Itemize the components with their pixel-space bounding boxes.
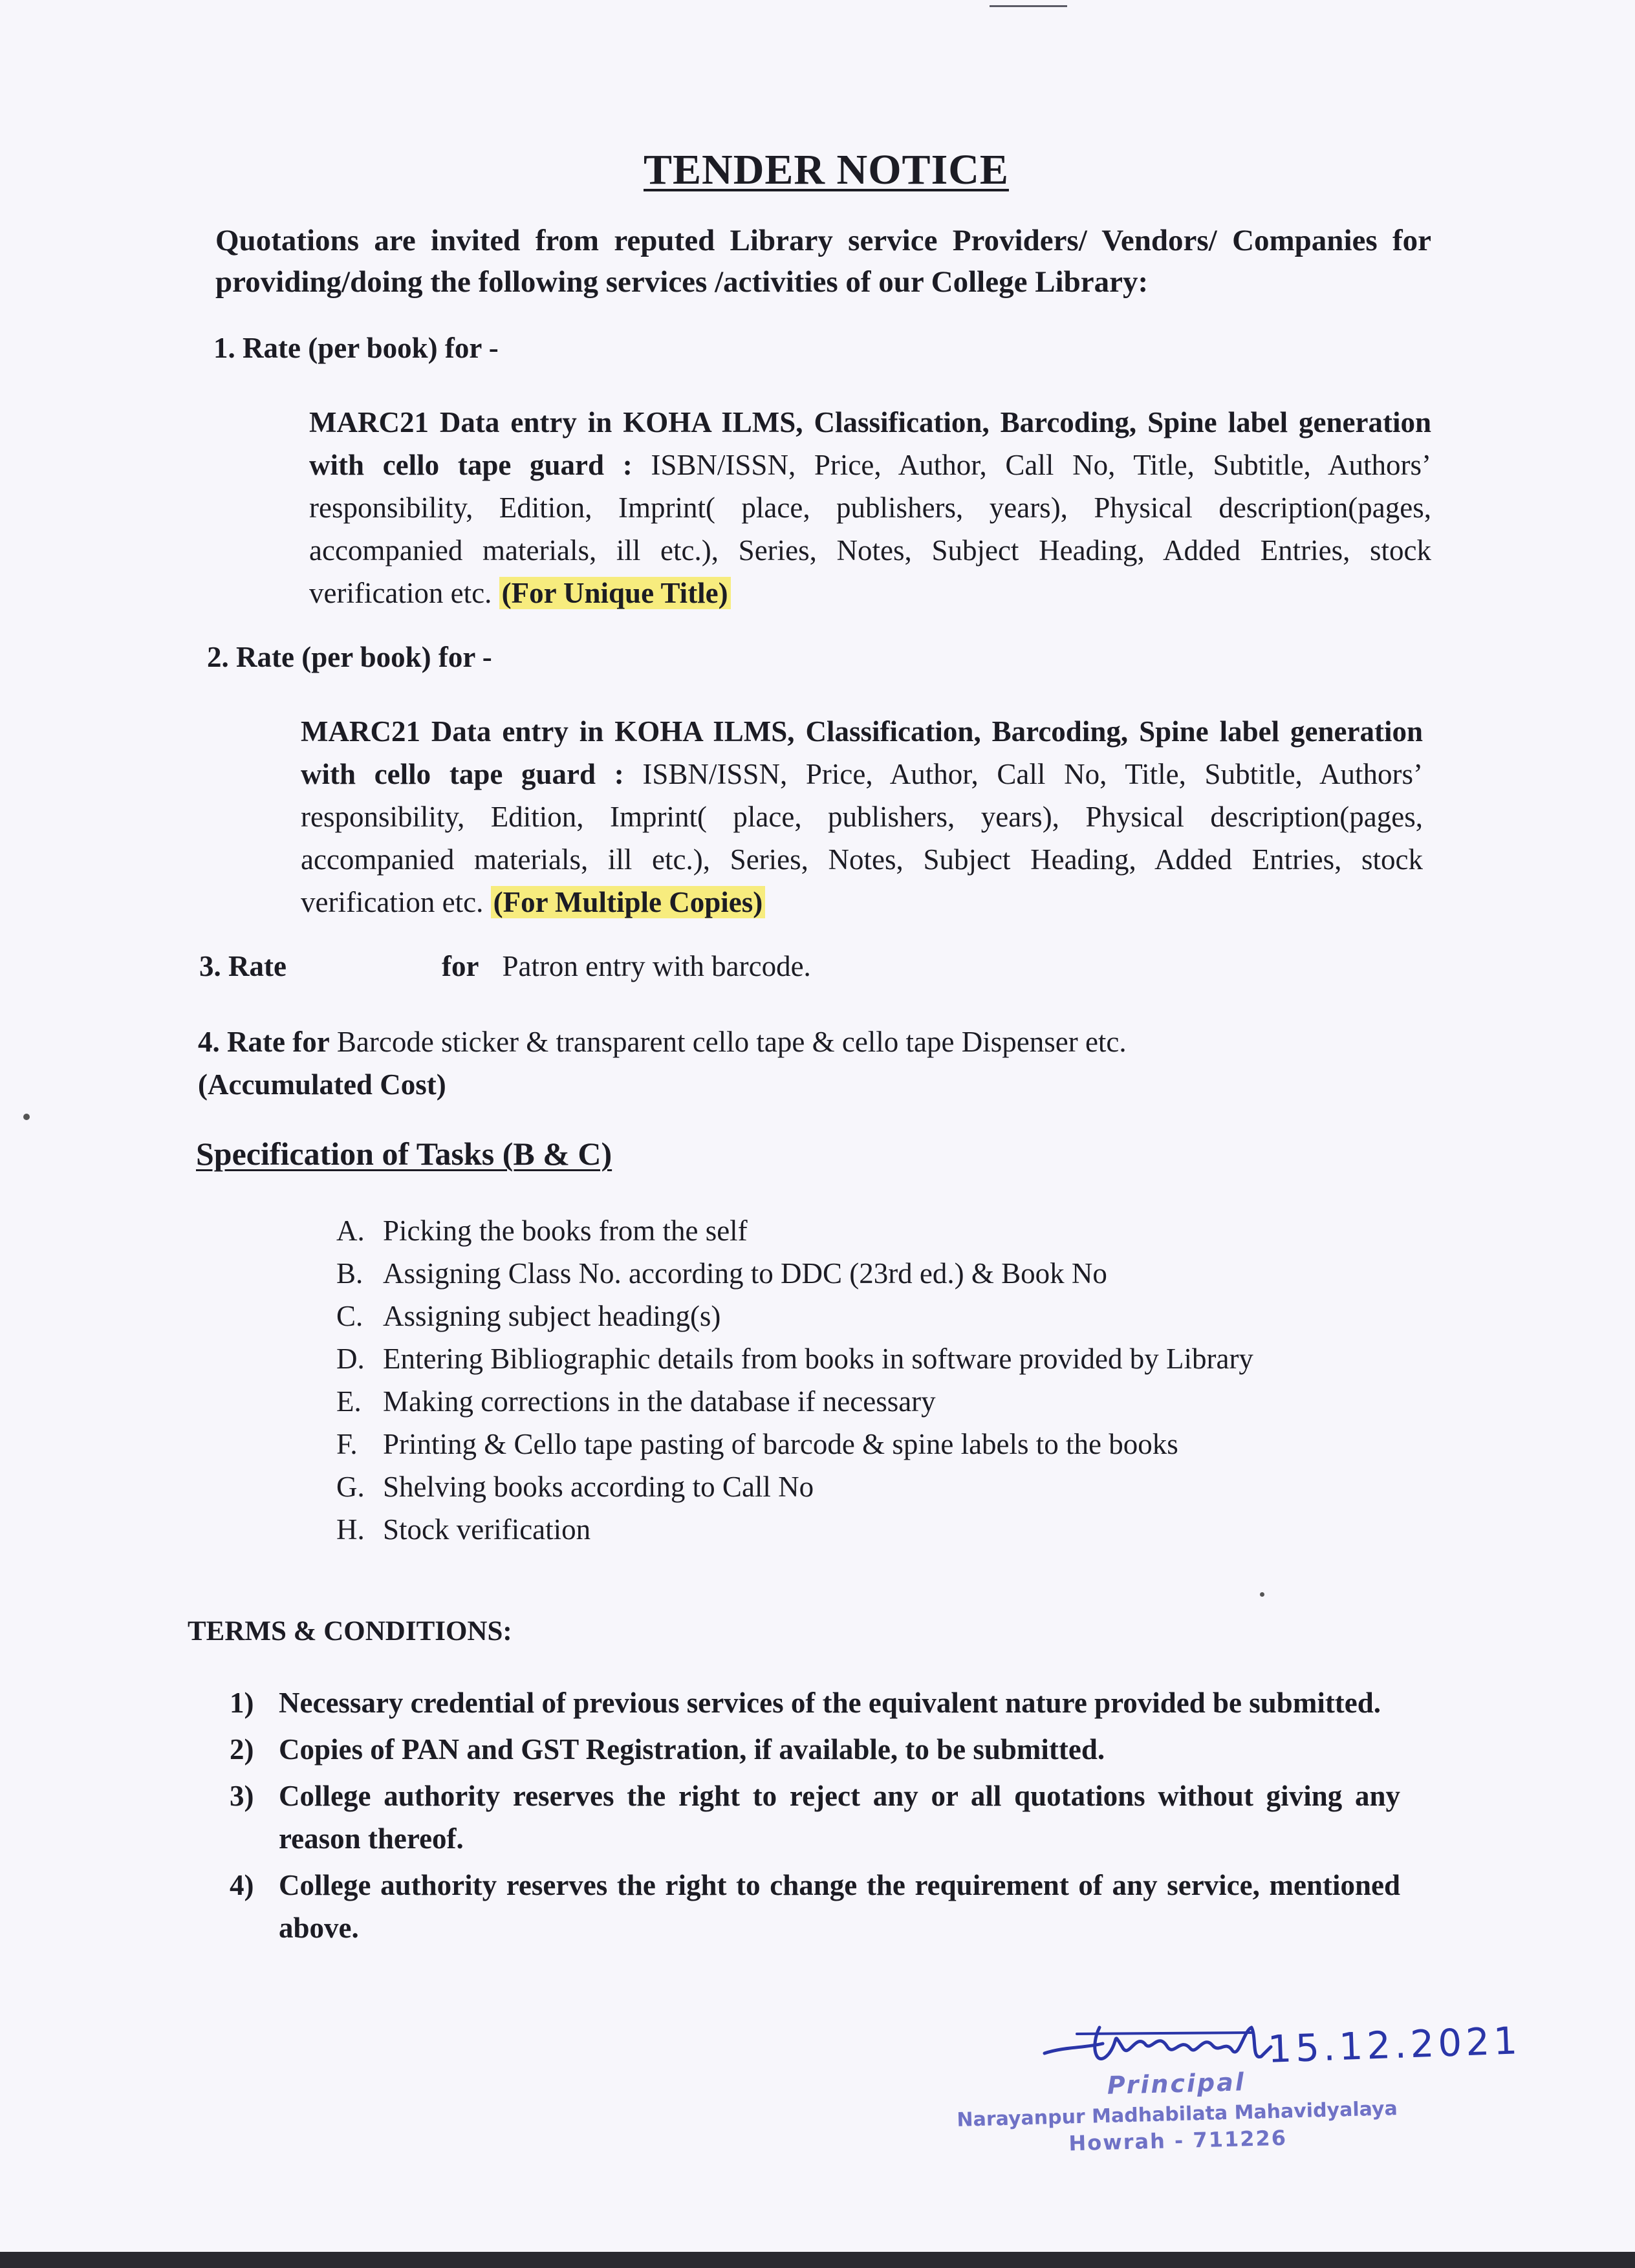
task-item: A. Picking the books from the self (336, 1215, 748, 1247)
task-item: D. Entering Bibliographic details from books in software provided by Library (336, 1343, 1253, 1375)
item-1-body: ISBN/ISSN, Price, Author, Call No, Title, Subtitle, Authors’ responsibility, Edition, Imprint( place, publishers, years), Physical description(pages, accompanied materials, ill etc.), Series, Notes, Subject Heading, Added Entries, stock verification etc. (309, 449, 1431, 609)
scan-speck (23, 1114, 30, 1120)
task-item: H. Stock verification (336, 1513, 591, 1546)
item-1-bold-lead: MARC21 Data entry in KOHA ILMS, Classification, Barcoding, Spine label generation with cello tape guard : (309, 406, 1431, 481)
terms-list (230, 1681, 1400, 1949)
stamp-institution: Narayanpur Madhabilata Mahavidyalaya (957, 2097, 1398, 2132)
scan-edge (0, 2252, 1635, 2268)
task-item: C. Assigning subject heading(s) (336, 1300, 721, 1332)
item-4-note: (Accumulated Cost) (198, 1068, 446, 1101)
intro-paragraph: Quotations are invited from reputed Library service Providers/ Vendors/ Companies for providing/doing the following services /activities of our College Library: (215, 224, 1431, 299)
item-4-lead: 4. Rate for (198, 1026, 330, 1058)
item-1-highlight: (For Unique Title) (499, 577, 731, 609)
item-3-text: Patron entry with barcode. (502, 950, 811, 982)
task-item: B. Assigning Class No. according to DDC (23rd ed.) & Book No (336, 1257, 1107, 1290)
specification-heading: Specification of Tasks (B & C) (196, 1136, 612, 1172)
signature-date: 15.12.2021 (1266, 2018, 1522, 2071)
task-item: G. Shelving books according to Call No (336, 1471, 814, 1503)
scan-mark (990, 5, 1067, 7)
page-title: TENDER NOTICE (644, 146, 1009, 193)
item-1-paragraph (309, 401, 1431, 614)
item-2-paragraph (301, 710, 1423, 923)
term-item: 3) College authority reserves the right to reject any or all quotations without giving any reason thereof. (230, 1780, 1400, 1855)
item-4-text: Barcode sticker & transparent cello tape & cello tape Dispenser etc. (336, 1026, 1127, 1058)
item-2-heading: 2. Rate (per book) for - (207, 641, 492, 673)
item-4-paragraph (198, 1021, 1414, 1106)
task-item: E. Making corrections in the database if necessary (336, 1385, 936, 1418)
item-3-lead: 3. Rate (199, 950, 287, 982)
terms-heading: TERMS & CONDITIONS: (188, 1616, 512, 1647)
item-3-line (199, 949, 811, 983)
task-item: F. Printing & Cello tape pasting of barcode & spine labels to the books (336, 1428, 1178, 1460)
item-2-bold-lead: MARC21 Data entry in KOHA ILMS, Classification, Barcoding, Spine label generation with cello tape guard : (301, 715, 1423, 790)
stamp-title: Principal (1107, 2068, 1246, 2100)
term-item: 4) College authority reserves the right to change the requirement of any service, mentioned above. (230, 1869, 1400, 1944)
item-2-highlight: (For Multiple Copies) (491, 886, 766, 918)
item-2-body: ISBN/ISSN, Price, Author, Call No, Title, Subtitle, Authors’ responsibility, Edition, Imprint( place, publishers, years), Physical description(pages, accompanied materials, ill etc.), Series, Notes, Subject Heading, Added Entries, stock verification etc. (301, 758, 1423, 918)
item-3-for: for (441, 950, 479, 982)
stamp-address: Howrah - 711226 (1068, 2125, 1288, 2156)
task-list (336, 1209, 1253, 1551)
term-item: 1) Necessary credential of previous services of the equivalent nature provided be submitted. (230, 1687, 1381, 1719)
official-stamp (930, 2063, 1424, 2159)
item-1-heading: 1. Rate (per book) for - (213, 332, 499, 364)
term-item: 2) Copies of PAN and GST Registration, if available, to be submitted. (230, 1733, 1105, 1766)
scan-speck (1260, 1592, 1264, 1597)
